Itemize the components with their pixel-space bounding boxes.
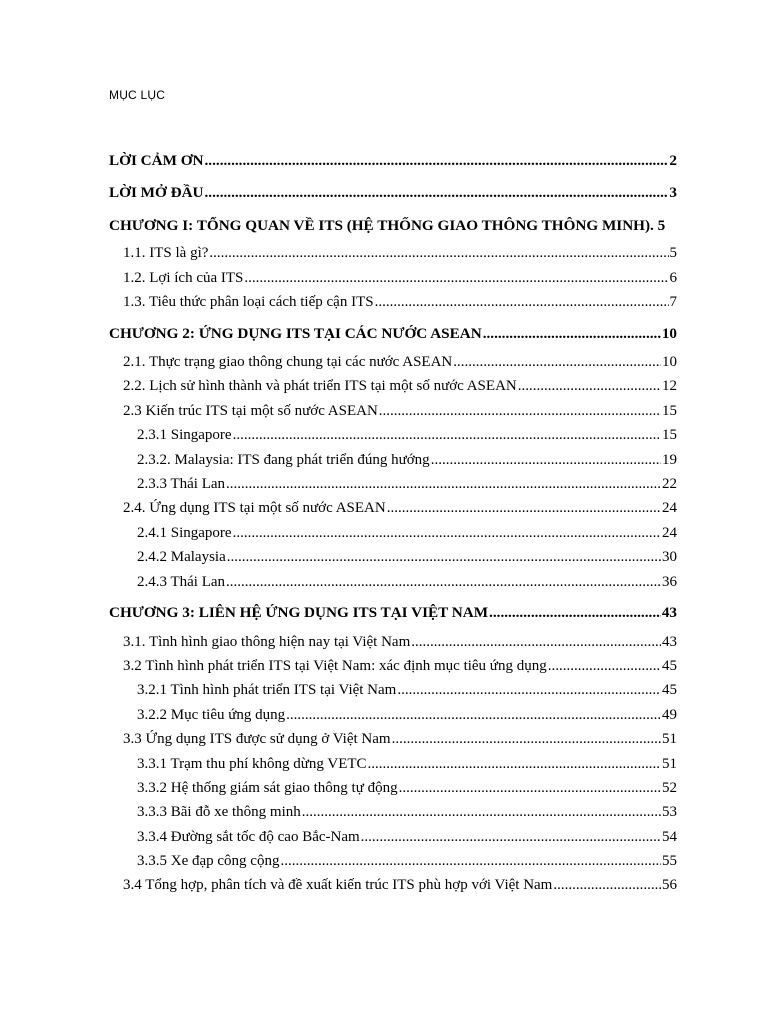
toc-leader-dots xyxy=(431,451,661,469)
toc-leader-dots xyxy=(205,184,669,202)
toc-entry-title: CHƯƠNG 3: LIÊN HỆ ỨNG DỤNG ITS TẠI VIỆT NAM xyxy=(109,604,489,621)
toc-entry-3-3-1[interactable] xyxy=(137,755,677,773)
toc-leader-dots xyxy=(375,293,669,311)
toc-entry-1-2[interactable] xyxy=(123,269,677,287)
toc-entry-2-4-3[interactable] xyxy=(137,573,677,591)
toc-entry-page: 2 xyxy=(669,152,677,169)
toc-entry-title: 2.3 Kiến trúc ITS tại một số nước ASEAN xyxy=(123,403,378,419)
toc-entry-page: 12 xyxy=(662,378,677,394)
toc-entry-page: 51 xyxy=(662,756,677,772)
toc-entry-page: 45 xyxy=(662,682,677,698)
toc-leader-dots xyxy=(379,402,661,420)
toc-entry-title: CHƯƠNG I: TỔNG QUAN VỀ ITS (HỆ THỐNG GIAO THÔNG THÔNG MINH). 5 xyxy=(109,217,666,234)
toc-entry-title: 3.1. Tình hình giao thông hiện nay tại Việt Nam xyxy=(123,634,411,650)
toc-leader-dots xyxy=(553,876,661,894)
toc-leader-dots xyxy=(244,269,668,287)
toc-entry-page: 15 xyxy=(662,403,677,419)
toc-entry-title: 3.2.1 Tình hình phát triển ITS tại Việt Nam xyxy=(137,682,397,698)
toc-entry-page: 36 xyxy=(662,574,677,590)
toc-entry-page: 55 xyxy=(662,853,677,869)
toc-entry-2-3-1[interactable] xyxy=(137,426,677,444)
toc-leader-dots xyxy=(518,377,661,395)
toc-leader-dots xyxy=(302,803,661,821)
toc-entry-1-3[interactable] xyxy=(123,293,677,311)
toc-entry-title: 3.4 Tổng hợp, phân tích và đề xuất kiến trúc ITS phù hợp với Việt Nam xyxy=(123,877,553,893)
toc-entry-2-2[interactable] xyxy=(123,377,677,395)
toc-entry-3-3-5[interactable] xyxy=(137,852,677,870)
toc-leader-dots xyxy=(227,548,661,566)
toc-entry-title: 2.3.1 Singapore xyxy=(137,427,232,443)
toc-entry-title: 2.4. Ứng dụng ITS tại một số nước ASEAN xyxy=(123,500,386,516)
toc-entry-3-2[interactable] xyxy=(123,657,677,675)
toc-entry-page: 22 xyxy=(662,476,677,492)
toc-leader-dots xyxy=(397,681,661,699)
toc-entry-page: 56 xyxy=(662,877,677,893)
toc-entry-page: 6 xyxy=(669,270,677,286)
toc-entry-3-1[interactable] xyxy=(123,633,677,651)
toc-entry-title: 1.2. Lợi ích của ITS xyxy=(123,270,244,286)
toc-entry-title: 2.1. Thực trạng giao thông chung tại các nước ASEAN xyxy=(123,354,453,370)
toc-entry-page: 45 xyxy=(662,658,677,674)
toc-entry-2-4[interactable] xyxy=(123,499,677,517)
toc-leader-dots xyxy=(205,152,669,170)
toc-entry-title: 1.3. Tiêu thức phân loại cách tiếp cận ITS xyxy=(123,294,374,310)
toc-leader-dots xyxy=(209,244,668,262)
toc-entry-page: 5 xyxy=(669,245,677,261)
toc-leader-dots xyxy=(280,852,661,870)
toc-entry-page: 53 xyxy=(662,804,677,820)
toc-entry-page: 3 xyxy=(669,184,677,201)
toc-entry-loi-mo-dau[interactable] xyxy=(109,184,677,202)
toc-entry-2-3-3[interactable] xyxy=(137,475,677,493)
toc-entry-chuong-3[interactable] xyxy=(109,604,677,622)
toc-entry-title: 2.4.2 Malaysia xyxy=(137,549,226,565)
toc-entry-page: 10 xyxy=(661,325,677,342)
toc-entry-1-1[interactable] xyxy=(123,244,677,262)
toc-entry-page: 51 xyxy=(662,731,677,747)
toc-entry-title: 3.3.2 Hệ thống giám sát giao thông tự động xyxy=(137,780,398,796)
toc-entry-page: 30 xyxy=(662,549,677,565)
toc-leader-dots xyxy=(368,755,661,773)
toc-entry-page: 49 xyxy=(662,707,677,723)
toc-entry-chuong-1[interactable] xyxy=(109,217,677,235)
toc-entry-title: 2.3.3 Thái Lan xyxy=(137,476,226,492)
toc-entry-2-4-1[interactable] xyxy=(137,524,677,542)
toc-entry-loi-cam-on[interactable] xyxy=(109,152,677,170)
toc-leader-dots xyxy=(361,828,661,846)
toc-leader-dots xyxy=(489,604,661,622)
toc-entry-title: 3.3.4 Đường sắt tốc độ cao Bắc-Nam xyxy=(137,829,360,845)
toc-leader-dots xyxy=(233,426,661,444)
toc-entry-title: 3.2.2 Mục tiêu ứng dụng xyxy=(137,707,286,723)
toc-entry-page: 24 xyxy=(662,525,677,541)
toc-leader-dots xyxy=(483,325,661,343)
toc-leader-dots xyxy=(453,353,661,371)
toc-entry-3-2-2[interactable] xyxy=(137,706,677,724)
toc-entry-title: LỜI MỞ ĐẦU xyxy=(109,184,204,201)
toc-entry-page: 10 xyxy=(662,354,677,370)
toc-entry-page: 43 xyxy=(661,604,677,621)
toc-entry-3-3[interactable] xyxy=(123,730,677,748)
toc-leader-dots xyxy=(399,779,661,797)
toc-entry-page: 19 xyxy=(662,452,677,468)
toc-entry-title: 3.2 Tình hình phát triển ITS tại Việt Nam: xác định mục tiêu ứng dụng xyxy=(123,658,547,674)
toc-entry-title: 3.3.1 Trạm thu phí không dừng VETC xyxy=(137,756,367,772)
toc-entry-title: 2.4.1 Singapore xyxy=(137,525,232,541)
toc-entry-page: 7 xyxy=(669,294,677,310)
toc-entry-3-3-4[interactable] xyxy=(137,828,677,846)
toc-entry-page: 54 xyxy=(662,829,677,845)
toc-leader-dots xyxy=(411,633,661,651)
toc-leader-dots xyxy=(286,706,661,724)
toc-entry-3-3-2[interactable] xyxy=(137,779,677,797)
toc-entry-title: LỜI CẢM ƠN xyxy=(109,152,204,169)
toc-entry-page: 15 xyxy=(662,427,677,443)
toc-entry-title: 3.3 Ứng dụng ITS được sử dụng ở Việt Nam xyxy=(123,731,391,747)
toc-leader-dots xyxy=(226,573,661,591)
toc-entry-title: CHƯƠNG 2: ỨNG DỤNG ITS TẠI CÁC NƯỚC ASEAN xyxy=(109,325,482,342)
toc-leader-dots xyxy=(387,499,661,517)
toc-leader-dots xyxy=(548,657,661,675)
toc-entry-2-1[interactable] xyxy=(123,353,677,371)
toc-entry-title: 2.4.3 Thái Lan xyxy=(137,574,226,590)
toc-entry-title: 3.3.5 Xe đạp công cộng xyxy=(137,853,280,869)
toc-leader-dots xyxy=(233,524,661,542)
toc-entry-2-3-2[interactable] xyxy=(137,451,677,469)
toc-entry-title: 2.2. Lịch sử hình thành và phát triển ITS tại một số nước ASEAN xyxy=(123,378,517,394)
toc-leader-dots xyxy=(226,475,661,493)
toc-leader-dots xyxy=(392,730,661,748)
toc-entry-3-2-1[interactable] xyxy=(137,681,677,699)
toc-entry-title: 1.1. ITS là gì? xyxy=(123,245,209,261)
toc-entry-title: 3.3.3 Bãi đỗ xe thông minh xyxy=(137,804,301,820)
toc-entry-3-4[interactable] xyxy=(123,876,677,894)
toc-entry-page: 52 xyxy=(662,780,677,796)
toc-entry-chuong-2[interactable] xyxy=(109,325,677,343)
toc-entry-3-3-3[interactable] xyxy=(137,803,677,821)
toc-entry-page: 24 xyxy=(662,500,677,516)
toc-entry-2-4-2[interactable] xyxy=(137,548,677,566)
toc-entry-2-3[interactable] xyxy=(123,402,677,420)
toc-entry-title: 2.3.2. Malaysia: ITS đang phát triển đúng hướng xyxy=(137,452,430,468)
toc-heading: MỤC LỤC xyxy=(109,88,166,102)
toc-entry-page: 43 xyxy=(662,634,677,650)
